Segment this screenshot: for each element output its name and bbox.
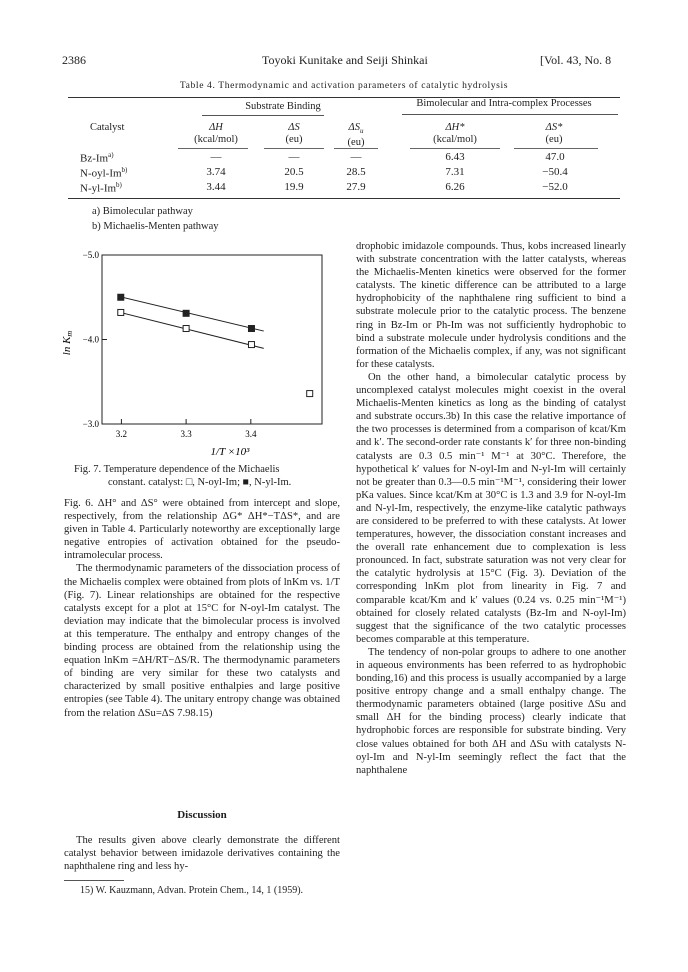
paragraph: Fig. 6. ΔH° and ΔS° were obtained from intercept and slope, respectively, from the relationship ΔG* ΔH*−TΔS*, and are given in Table 4. Particularly noteworthy are exceptionally large negative entropies of activation obtained for the pseudo-intramolecular process. bbox=[64, 498, 340, 562]
running-head-authors: Toyoki Kunitake and Seiji Shinkai bbox=[262, 53, 428, 67]
data-point-n-oyl-im bbox=[307, 391, 313, 397]
left-column-text bbox=[64, 497, 340, 720]
footnote-rule bbox=[64, 880, 124, 881]
col-header-dh-symbol: ΔH bbox=[209, 122, 223, 133]
col-header-dha-unit: (kcal/mol) bbox=[433, 134, 477, 145]
col-header-dsa-symbol: ΔS* bbox=[545, 122, 563, 133]
row-catalyst: N-oyl-Im$^{b)}$ bbox=[80, 166, 128, 180]
col-rule-dh bbox=[178, 148, 248, 149]
col-header-dha bbox=[420, 122, 490, 146]
data-point-n-oyl-im bbox=[118, 309, 124, 315]
row-dsa: 47.0 bbox=[545, 151, 565, 163]
data-point-n-yl-im bbox=[248, 326, 254, 332]
x-tick-label: 3.2 bbox=[115, 429, 128, 439]
col-header-dsu bbox=[336, 122, 376, 149]
paragraph: drophobic imidazole compounds. Thus, kobs increased linearly with substrate concentration with the latter catalysts, whereas the Michaelis-Menten kinetics were observed for the former catalysts. The kinetic difference can be attributed to a large hydrophobicity of the naphthalene ring sufficient to bind a substrate molecule prior to the catalytic process. The benzene ring in Bz-Im or Ph-Im was not sufficiently hydrophobic to bind a substrate molecule under hydrolysis conditions and the formation of the Michaelis complex, if any, was not significant for these catalysts. bbox=[356, 241, 626, 370]
x-tick-label: 3.3 bbox=[180, 429, 192, 439]
x-axis-label: 1/T ×10³ bbox=[210, 446, 250, 458]
row-ds: 19.9 bbox=[284, 181, 304, 193]
y-tick-label: −5.0 bbox=[82, 250, 99, 260]
row-ds: 20.5 bbox=[284, 166, 304, 178]
row-dsa: −50.4 bbox=[542, 166, 568, 178]
fig7-caption-line2: constant. catalyst: □, N-oyl-Im; ■, N-yl-Im. bbox=[108, 477, 292, 488]
fit-line bbox=[119, 312, 264, 348]
fig7-chart bbox=[60, 245, 350, 465]
row-catalyst: N-yl-Im$^{b)}$ bbox=[80, 181, 122, 195]
col-header-catalyst: Catalyst bbox=[90, 122, 125, 133]
col-header-ds bbox=[264, 122, 324, 146]
page-number: 2386 bbox=[62, 53, 86, 67]
right-column-text bbox=[356, 240, 626, 777]
paragraph: On the other hand, a bimolecular catalytic process by uncomplexed catalyst molecules might coexist in the overal Michaelis-Menten kinetics as long as the binding of catalyst and substrate occurs.3b) In this case the relative importance of the two processes is determined from a comparison of kcat/Km and k′. The second-order rate constants k′ for three non-binding catalysts are 0.3 0.5 min⁻¹ M⁻¹ at 30°C. Therefore, the hypothetical k′ values for N-oyl-Im and N-yl-Im will certainly not be greater than 0.3—0.5 min⁻¹M⁻¹, considering their lower pKa values. Since kcat/Km at 30°C is 1.3 and 3.9 for N-oyl-Im and N-yl-Im, respectively, the enzyme-like catalytic pathways are considered to be preferred to with these catalysts. At lower temperatures, however, the dissociation constant increases and the overall rate enhancement due to complexation is less pronounced. In fact, substrate saturation was not very clear for the catalytic hydrolysis at 15°C (Fig. 3). Deviation of the corresponding lnKm plot from linearity in Fig. 7 and comparable kcat/Km and k′ values (0.24 vs. 0.25 min⁻¹M⁻¹) obtained for closely related catalysts (Bz-Im and N-oyl-Im) suggest that the significance of the two catalytic processes becomes comparable at this temperature. bbox=[356, 371, 626, 645]
paragraph: The tendency of non-polar groups to adhere to one another in aqueous environments has been referred to as hydrophobic bonding,16) and this process is usually accompanied by a large positive entropy change and a small enthalpy change. The thermodynamic parameters obtained (large positive ΔSu and small ΔH for the binding process) clearly indicate that hydrophobic forces are responsible for substrate binding. Very close values obtained for both ΔH and ΔSu with catalysts N-oyl-Im and N-yl-Im seemingly reflect the fact that the naphthalene bbox=[356, 646, 626, 776]
data-point-n-yl-im bbox=[118, 294, 124, 300]
x-tick-label: 3.4 bbox=[245, 429, 257, 439]
col-header-ds-symbol: ΔS bbox=[288, 122, 300, 133]
table-note-b: b) Michaelis-Menten pathway bbox=[92, 221, 219, 232]
col-rule-ds bbox=[264, 148, 324, 149]
col-header-dh bbox=[186, 122, 246, 146]
row-dsu: 28.5 bbox=[346, 166, 366, 178]
footnote: 15) W. Kauzmann, Advan. Protein Chem., 14, 1 (1959). bbox=[80, 885, 304, 896]
col-rule-dsa bbox=[514, 148, 598, 149]
row-dsu: — bbox=[350, 151, 362, 163]
data-point-n-oyl-im bbox=[183, 326, 189, 332]
row-dh: — bbox=[210, 151, 222, 163]
col-header-dsu-unit: (eu) bbox=[347, 137, 365, 149]
col-header-dh-unit: (kcal/mol) bbox=[194, 134, 238, 145]
row-dha: 6.26 bbox=[445, 181, 465, 193]
group-header-processes: Bimolecular and Intra-complex Processes bbox=[416, 98, 592, 109]
discussion-heading: Discussion bbox=[177, 809, 227, 821]
group-rule-right bbox=[402, 114, 618, 115]
col-rule-dsu bbox=[334, 148, 378, 149]
row-dha: 7.31 bbox=[445, 166, 465, 178]
running-head-volume: [Vol. 43, No. 8 bbox=[540, 53, 612, 67]
group-header-binding: Substrate Binding bbox=[245, 101, 321, 112]
y-tick-label: −4.0 bbox=[82, 334, 99, 345]
col-header-ds-unit: (eu) bbox=[285, 134, 303, 145]
row-dha: 6.43 bbox=[445, 151, 465, 163]
row-dsu: 27.9 bbox=[346, 181, 366, 193]
row-dsa: −52.0 bbox=[542, 181, 568, 193]
col-rule-dha bbox=[410, 148, 500, 149]
paragraph: The results given above clearly demonstrate the different catalyst behavior between imidazole derivatives containing the naphthalene ring and less hy- bbox=[64, 835, 340, 873]
plot-frame bbox=[102, 255, 322, 424]
fig7-caption-line1: Fig. 7. Temperature dependence of the Michaelis bbox=[74, 464, 280, 475]
discussion-text bbox=[64, 834, 340, 873]
table-bottom-rule bbox=[68, 198, 620, 199]
row-dh: 3.44 bbox=[206, 181, 226, 193]
data-point-n-oyl-im bbox=[248, 342, 254, 348]
data-point-n-yl-im bbox=[183, 310, 189, 316]
table-caption: Table 4. Thermodynamic and activation parameters of catalytic hydrolysis bbox=[179, 80, 509, 91]
paragraph: The thermodynamic parameters of the dissociation process of the Michaelis complex were obtained from plots of lnKm vs. 1/T (Fig. 7). Linear relationships are obtained for the respective catalysts except for a plot at 15°C for N-oyl-Im catalyst. The deviation may indicate that the bimolecular process is involved at this temperature. The enthalpy and entropy changes of the binding process are obtained from the relationship using the equation lnKm =ΔH/RT−ΔS/R. The thermodynamic parameters of binding are very similar for these two catalysts and characterized by small positive enthalpies and large positive entropies (see Table 4). The unitary entropy change was obtained from the relation ΔSu=ΔS 7.98.15) bbox=[64, 563, 340, 719]
group-rule-left bbox=[202, 115, 324, 116]
row-ds: — bbox=[288, 151, 300, 163]
y-tick-label: −3.0 bbox=[82, 419, 99, 429]
col-header-dsu-symbol: $\Delta S_u$ bbox=[348, 122, 364, 136]
col-header-dsa-unit: (eu) bbox=[545, 134, 563, 145]
col-header-dsa bbox=[524, 122, 584, 146]
row-catalyst: Bz-Im$^{a)}$ bbox=[80, 151, 114, 165]
row-dh: 3.74 bbox=[206, 166, 226, 178]
fit-line bbox=[119, 296, 264, 331]
col-header-dha-symbol: ΔH* bbox=[445, 122, 465, 133]
table-note-a: a) Bimolecular pathway bbox=[92, 206, 193, 217]
y-axis-label: ln Km bbox=[61, 330, 74, 356]
